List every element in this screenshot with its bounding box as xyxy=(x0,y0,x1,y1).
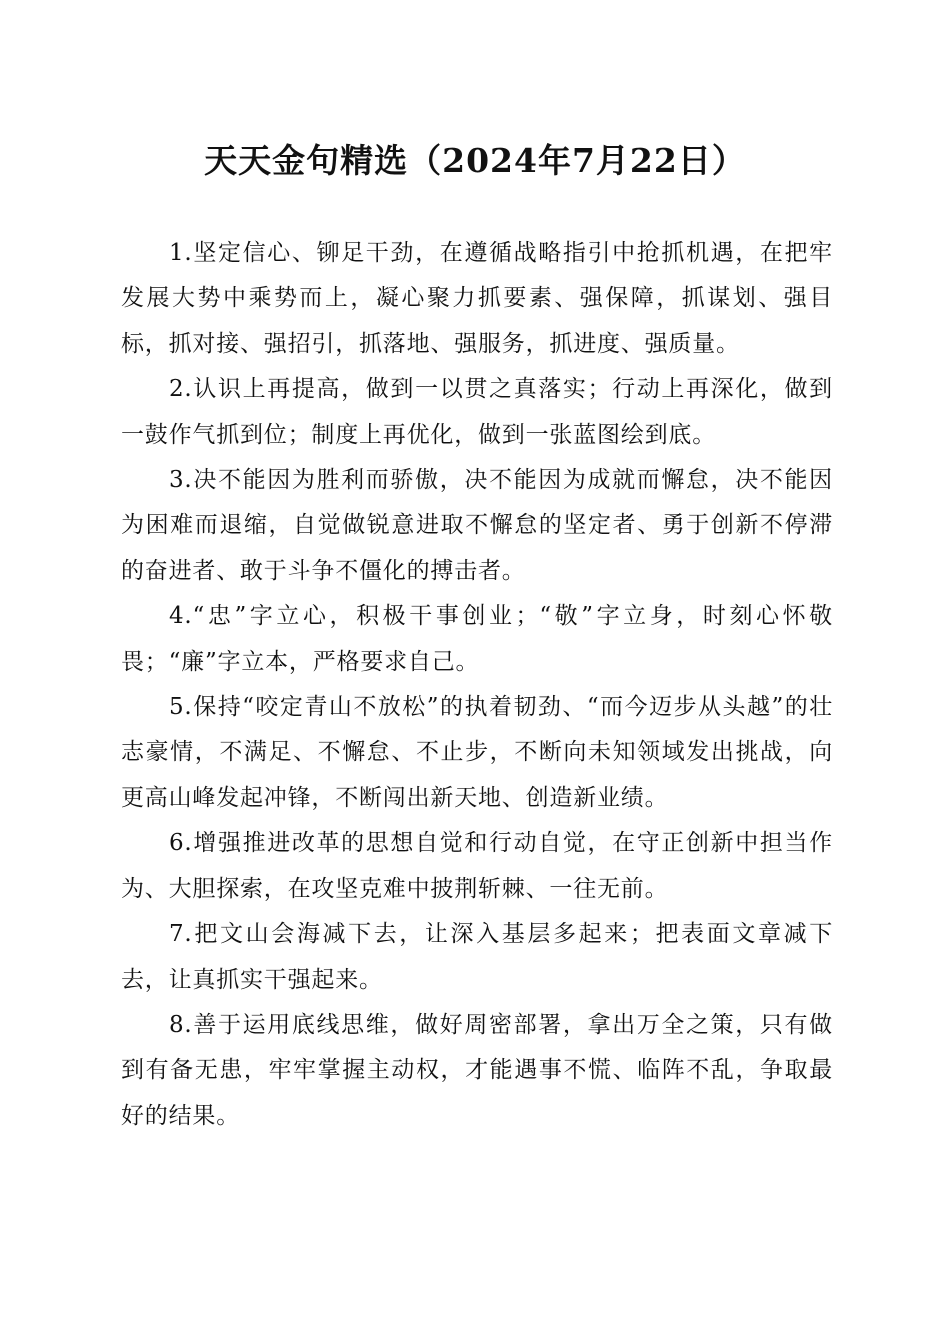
document-title: 天天金句精选（2024年7月22日） xyxy=(204,141,746,180)
quote-paragraph-1: 1.坚定信心、铆足干劲，在遵循战略指引中抢抓机遇，在把牢发展大势中乘势而上，凝心聚力抓要素、强保障，抓谋划、强目标，抓对接、强招引，抓落地、强服务，抓进度、强质量。 xyxy=(121,240,833,357)
quote-paragraph-3: 3.决不能因为胜利而骄傲，决不能因为成就而懈怠，决不能因为困难而退缩，自觉做锐意进取不懈怠的坚定者、勇于创新不停滞的奋进者、敢于斗争不僵化的搏击者。 xyxy=(121,467,833,584)
quote-paragraph-6: 6.增强推进改革的思想自觉和行动自觉，在守正创新中担当作为、大胆探索，在攻坚克难中披荆斩棘、一往无前。 xyxy=(121,830,833,902)
quote-paragraph-8: 8.善于运用底线思维，做好周密部署，拿出万全之策，只有做到有备无患，牢牢掌握主动权，才能遇事不慌、临阵不乱，争取最好的结果。 xyxy=(121,1011,833,1129)
quote-paragraph-2: 2.认识上再提高，做到一以贯之真落实；行动上再深化，做到一鼓作气抓到位；制度上再优化，做到一张蓝图绘到底。 xyxy=(121,376,833,448)
quote-paragraph-5: 5.保持“咬定青山不放松”的执着韧劲、“而今迈步从头越”的壮志豪情，不满足、不懈怠、不止步，不断向未知领域发出挑战，向更高山峰发起冲锋，不断闯出新天地、创造新业绩。 xyxy=(121,694,833,811)
quote-paragraph-7: 7.把文山会海减下去，让深入基层多起来；把表面文章减下去，让真抓实干强起来。 xyxy=(121,921,833,993)
quote-paragraph-4: 4.“忠”字立心，积极干事创业；“敬”字立身，时刻心怀敬畏；“廉”字立本，严格要求自己。 xyxy=(121,603,833,675)
document-body xyxy=(121,231,833,1139)
